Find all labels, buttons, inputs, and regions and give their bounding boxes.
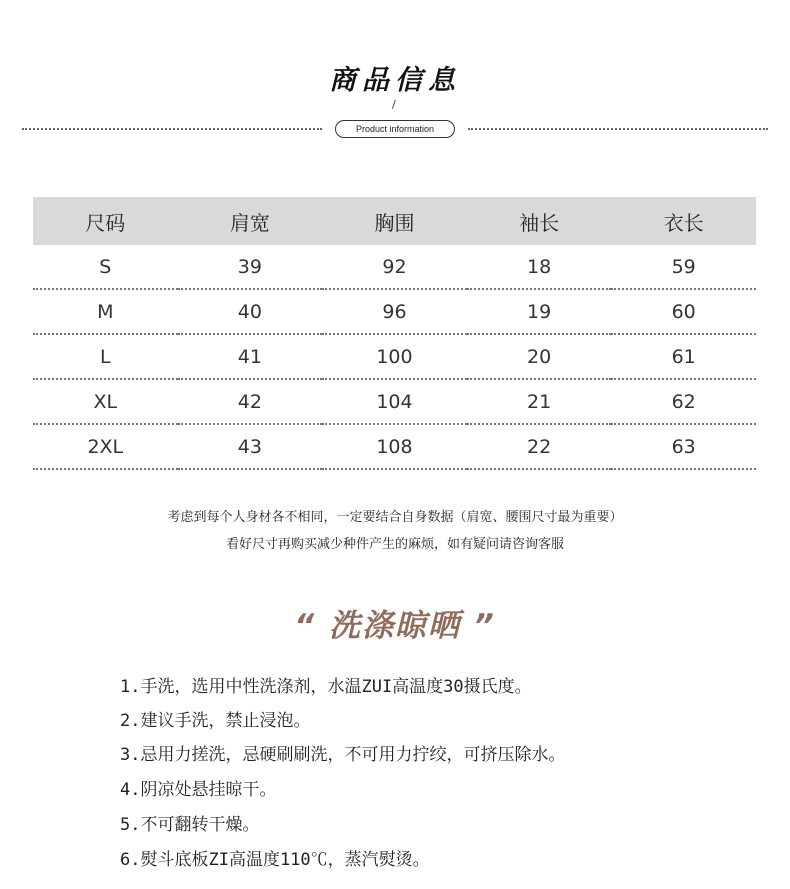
- instruction-item: 3.忌用力搓洗，忌硬刷刷洗，不可用力拧绞，可挤压除水。: [120, 745, 566, 765]
- column-header: 袖长: [467, 197, 612, 245]
- subtitle-pill: Product information: [335, 120, 455, 138]
- column-header: 肩宽: [178, 197, 323, 245]
- table-header-row: [33, 197, 756, 245]
- table-row: [33, 379, 756, 424]
- table-cell: 40: [178, 289, 323, 334]
- slash-decoration: /: [392, 98, 396, 111]
- table-cell: 22: [467, 424, 612, 469]
- divider-right: [468, 128, 768, 130]
- instruction-item: 4.阴凉处悬挂晾干。: [120, 780, 277, 800]
- column-header: 衣长: [611, 197, 756, 245]
- table-cell: M: [33, 289, 178, 334]
- note-line-1: 考虑到每个人身材各不相同，一定要结合自身数据（肩宽、腰围尺寸最为重要）: [167, 510, 623, 525]
- table-cell: 104: [322, 379, 467, 424]
- size-table: [33, 197, 756, 470]
- table-row: [33, 334, 756, 379]
- table-cell: 18: [467, 245, 612, 289]
- table-cell: 42: [178, 379, 323, 424]
- table-cell: 19: [467, 289, 612, 334]
- table-cell: 41: [178, 334, 323, 379]
- table-cell: 61: [611, 334, 756, 379]
- table-cell: 59: [611, 245, 756, 289]
- table-cell: 39: [178, 245, 323, 289]
- table-row: [33, 245, 756, 289]
- note-line-2: 看好尺寸再购买减少种件产生的麻烦，如有疑问请咨询客服: [225, 537, 564, 552]
- table-cell: 62: [611, 379, 756, 424]
- table-cell: 96: [322, 289, 467, 334]
- table-cell: 63: [611, 424, 756, 469]
- divider-left: [22, 128, 322, 130]
- table-cell: L: [33, 334, 178, 379]
- column-header: 尺码: [33, 197, 178, 245]
- page-title: 商品信息: [329, 65, 461, 96]
- instruction-item: 1.手洗，选用中性洗涤剂，水温ZUI高温度30摄氏度。: [120, 677, 532, 697]
- instruction-item: 6.熨斗底板ZI高温度110℃，蒸汽熨烫。: [120, 850, 430, 870]
- table-cell: 108: [322, 424, 467, 469]
- table-cell: XL: [33, 379, 178, 424]
- table-row: [33, 289, 756, 334]
- table-cell: S: [33, 245, 178, 289]
- table-cell: 20: [467, 334, 612, 379]
- table-cell: 2XL: [33, 424, 178, 469]
- column-header: 胸围: [322, 197, 467, 245]
- table-cell: 100: [322, 334, 467, 379]
- instruction-item: 5.不可翻转干燥。: [120, 815, 260, 835]
- table-cell: 60: [611, 289, 756, 334]
- table-cell: 43: [178, 424, 323, 469]
- table-row: [33, 424, 756, 469]
- wash-title: “ 洗涤晾晒 ”: [294, 608, 496, 644]
- table-cell: 21: [467, 379, 612, 424]
- table-cell: 92: [322, 245, 467, 289]
- instruction-item: 2.建议手洗，禁止浸泡。: [120, 711, 311, 731]
